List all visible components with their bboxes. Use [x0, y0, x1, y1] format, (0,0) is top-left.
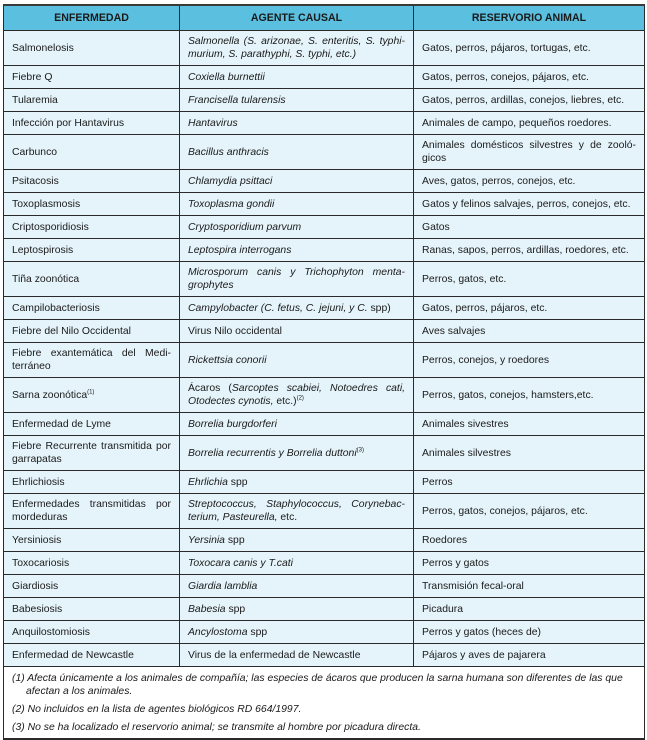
agent-cell [180, 112, 414, 135]
disease-name: Sarna zoonótica [12, 389, 88, 401]
reservoir-cell [414, 170, 645, 193]
notes-row [4, 667, 645, 740]
reservoir-text: Aves, gatos, perros, conejos, etc. [422, 175, 576, 187]
reservoir-text: Animales de campo, pequeños roedores. [422, 117, 612, 129]
disease-cell [4, 621, 180, 644]
agent-cell [180, 66, 414, 89]
footnote-ref: (2) [296, 395, 304, 402]
disease-name: Fiebre exantemática del Medi-terráneo [12, 348, 171, 372]
disease-cell [4, 31, 180, 66]
reservoir-cell [414, 529, 645, 552]
agent-name: Ehrlichia [188, 476, 228, 488]
reservoir-cell [414, 262, 645, 297]
disease-cell [4, 262, 180, 297]
header-reservoir: RESERVORIO ANIMAL [414, 5, 645, 31]
reservoir-text: Picadura [422, 603, 464, 615]
disease-name: Tularemia [12, 94, 58, 106]
table-row [4, 644, 645, 667]
agent-suffix: spp [247, 626, 268, 638]
agent-cell [180, 135, 414, 170]
agent-name: Yersinia [188, 534, 225, 546]
agent-cell [180, 471, 414, 494]
reservoir-cell [414, 575, 645, 598]
disease-name: Ehrlichiosis [12, 476, 65, 488]
agent-name: Francisella tularensis [188, 94, 286, 106]
agent-name: Leptospira interrogans [188, 244, 292, 256]
table-row [4, 112, 645, 135]
disease-name: Enfermedades transmitidas por mordeduras [12, 499, 171, 523]
disease-cell [4, 471, 180, 494]
reservoir-text: Gatos, perros, ardillas, conejos, liebres, etc. [422, 94, 625, 106]
table-row [4, 216, 645, 239]
disease-name: Salmonelosis [12, 42, 74, 54]
reservoir-cell [414, 66, 645, 89]
table-row [4, 575, 645, 598]
reservoir-text: Transmisión fecal-oral [422, 580, 524, 592]
disease-cell [4, 112, 180, 135]
agent-suffix: etc.) [273, 396, 297, 407]
disease-cell [4, 644, 180, 667]
agent-name: Virus Nilo occidental [188, 325, 282, 337]
reservoir-cell [414, 216, 645, 239]
agent-suffix: spp [225, 603, 246, 615]
reservoir-cell [414, 112, 645, 135]
agent-name: Streptococcus, Staphylococcus, Corynebac-terium, Pasteurella, [188, 499, 405, 523]
table-row [4, 598, 645, 621]
agent-name: Virus de la enfermedad de Newcastle [188, 649, 361, 661]
header-row [4, 5, 645, 31]
disease-cell [4, 66, 180, 89]
agent-cell [180, 378, 414, 413]
reservoir-cell [414, 436, 645, 471]
table-row [4, 343, 645, 378]
agent-cell [180, 31, 414, 66]
table-row [4, 471, 645, 494]
agent-name: Bacillus anthracis [188, 146, 269, 158]
disease-name: Fiebre del Nilo Occidental [12, 325, 131, 337]
reservoir-cell [414, 239, 645, 262]
disease-name: Enfermedad de Lyme [12, 418, 111, 430]
agent-cell [180, 529, 414, 552]
agent-cell [180, 413, 414, 436]
reservoir-text: Perros, gatos, conejos, hamsters,etc. [422, 389, 594, 401]
reservoir-text: Gatos, perros, pájaros, etc. [422, 302, 548, 314]
disease-name: Psitacosis [12, 175, 59, 187]
reservoir-cell [414, 343, 645, 378]
reservoir-text: Animales domésticos silvestres y de zooló-gicos [422, 140, 636, 164]
agent-cell [180, 297, 414, 320]
reservoir-cell [414, 378, 645, 413]
agent-name: Microsporum canis y Trichophyton menta-grophytes [188, 267, 405, 291]
header-disease: ENFERMEDAD [4, 5, 180, 31]
footnote-ref: (1) [87, 389, 95, 396]
agent-cell [180, 320, 414, 343]
table-row [4, 378, 645, 413]
reservoir-cell [414, 320, 645, 343]
reservoir-cell [414, 644, 645, 667]
reservoir-cell [414, 193, 645, 216]
disease-cell [4, 89, 180, 112]
table-row [4, 529, 645, 552]
table-row [4, 170, 645, 193]
reservoir-cell [414, 135, 645, 170]
agent-prefix: Ácaros ( [188, 383, 232, 394]
footnote-ref: (3) [356, 447, 364, 454]
disease-cell [4, 170, 180, 193]
disease-cell [4, 297, 180, 320]
reservoir-text: Gatos, perros, pájaros, tortugas, etc. [422, 42, 591, 54]
disease-name: Fiebre Recurrente transmitida por garrapatas [12, 441, 171, 465]
disease-cell [4, 239, 180, 262]
reservoir-text: Perros y gatos (heces de) [422, 626, 541, 638]
disease-name: Giardiosis [12, 580, 59, 592]
reservoir-cell [414, 494, 645, 529]
disease-cell [4, 598, 180, 621]
agent-name: Chlamydia psittaci [188, 175, 273, 187]
reservoir-cell [414, 413, 645, 436]
agent-cell [180, 216, 414, 239]
agent-cell [180, 262, 414, 297]
header-agent: AGENTE CAUSAL [180, 5, 414, 31]
disease-cell [4, 216, 180, 239]
reservoir-text: Gatos, perros, conejos, pájaros, etc. [422, 71, 589, 83]
disease-name: Carbunco [12, 146, 58, 158]
table-row [4, 297, 645, 320]
disease-cell [4, 135, 180, 170]
table-row [4, 193, 645, 216]
disease-name: Toxoplasmosis [12, 198, 81, 210]
reservoir-text: Aves salvajes [422, 325, 486, 337]
reservoir-text: Perros, conejos, y roedores [422, 354, 550, 366]
disease-cell [4, 320, 180, 343]
agent-name: Toxoplasma gondii [188, 198, 275, 210]
agent-name: Babesia [188, 603, 226, 615]
agent-name: Salmonella (S. arizonae, S. enteritis, S. typhi-murium, S. parathyphi, S. typhi, etc.) [188, 36, 405, 60]
agent-name: Hantavirus [188, 117, 238, 129]
table-row [4, 31, 645, 66]
agent-name: Ancylostoma [188, 626, 248, 638]
agent-cell [180, 644, 414, 667]
agent-name: Cryptosporidium parvum [188, 221, 302, 233]
reservoir-text: Animales sivestres [422, 418, 509, 430]
disease-name: Infección por Hantavirus [12, 117, 125, 129]
table-row [4, 320, 645, 343]
footnote-2: (2) No incluidos en la lista de agentes biológicos RD 664/1997. [12, 704, 302, 715]
table-row [4, 552, 645, 575]
disease-name: Criptosporidiosis [12, 221, 89, 233]
agent-cell [180, 343, 414, 378]
reservoir-cell [414, 621, 645, 644]
agent-suffix: spp [224, 534, 245, 546]
disease-cell [4, 413, 180, 436]
reservoir-cell [414, 297, 645, 320]
agent-cell [180, 621, 414, 644]
agent-suffix: spp) [367, 302, 391, 314]
zoonoses-table [3, 4, 645, 740]
reservoir-text: Perros y gatos [422, 557, 489, 569]
disease-cell [4, 494, 180, 529]
agent-name: Giardia lamblia [188, 580, 258, 592]
table-row [4, 135, 645, 170]
reservoir-cell [414, 598, 645, 621]
reservoir-text: Gatos [422, 221, 450, 233]
reservoir-text: Perros, gatos, conejos, pájaros, etc. [422, 505, 588, 517]
reservoir-cell [414, 471, 645, 494]
disease-name: Fiebre Q [12, 71, 53, 83]
reservoir-text: Roedores [422, 534, 468, 546]
disease-cell [4, 378, 180, 413]
zoonoses-table-container [3, 4, 644, 740]
agent-name: Borrelia burgdorferi [188, 418, 277, 430]
disease-name: Leptospirosis [12, 244, 74, 256]
disease-name: Tiña zoonótica [12, 273, 80, 285]
disease-cell [4, 552, 180, 575]
disease-cell [4, 193, 180, 216]
reservoir-text: Ranas, sapos, perros, ardillas, roedores, etc. [422, 244, 629, 256]
footnote-1: (1) Afecta únicamente a los animales de compañía; las especies de ácaros que producen la sarna humana son diferentes de las que afectan a los animales. [12, 673, 623, 697]
disease-name: Yersiniosis [12, 534, 62, 546]
agent-cell [180, 494, 414, 529]
disease-cell [4, 343, 180, 378]
reservoir-text: Perros, gatos, etc. [422, 273, 507, 285]
agent-cell [180, 552, 414, 575]
agent-name: Sarcoptes scabiei, Notoedres cati, Otodectes cynotis, [188, 383, 406, 407]
agent-cell [180, 193, 414, 216]
footnote-3: (3) No se ha localizado el reservorio animal; se transmite al hombre por picadura directa. [12, 722, 421, 733]
table-row [4, 66, 645, 89]
reservoir-cell [414, 31, 645, 66]
disease-name: Campilobacteriosis [12, 302, 100, 314]
table-row [4, 494, 645, 529]
agent-cell [180, 575, 414, 598]
table-row [4, 262, 645, 297]
table-row [4, 436, 645, 471]
reservoir-cell [414, 89, 645, 112]
agent-name: Toxocara canis y T.cati [188, 557, 293, 569]
disease-cell [4, 529, 180, 552]
table-row [4, 239, 645, 262]
agent-suffix: spp [227, 476, 248, 488]
agent-cell [180, 239, 414, 262]
reservoir-cell [414, 552, 645, 575]
agent-cell [180, 170, 414, 193]
agent-name: Rickettsia conorii [188, 354, 267, 366]
footnotes [4, 667, 645, 740]
disease-cell [4, 436, 180, 471]
disease-cell [4, 575, 180, 598]
disease-name: Anquilostomiosis [12, 626, 90, 638]
agent-name: Borrelia recurrentis y Borrelia duttoni [188, 447, 357, 459]
agent-name: Coxiella burnettii [188, 71, 265, 83]
disease-name: Enfermedad de Newcastle [12, 649, 134, 661]
disease-name: Toxocariosis [12, 557, 70, 569]
agent-name: Campylobacter (C. fetus, C. jejuni, y C. [188, 302, 368, 314]
agent-cell [180, 89, 414, 112]
table-row [4, 621, 645, 644]
agent-cell [180, 598, 414, 621]
disease-name: Babesiosis [12, 603, 63, 615]
agent-suffix: etc. [277, 512, 298, 523]
reservoir-text: Animales silvestres [422, 447, 511, 459]
table-row [4, 413, 645, 436]
table-row [4, 89, 645, 112]
reservoir-text: Perros [422, 476, 453, 488]
reservoir-text: Gatos y felinos salvajes, perros, conejos, etc. [422, 198, 631, 210]
agent-cell [180, 436, 414, 471]
reservoir-text: Pájaros y aves de pajarera [422, 649, 546, 661]
